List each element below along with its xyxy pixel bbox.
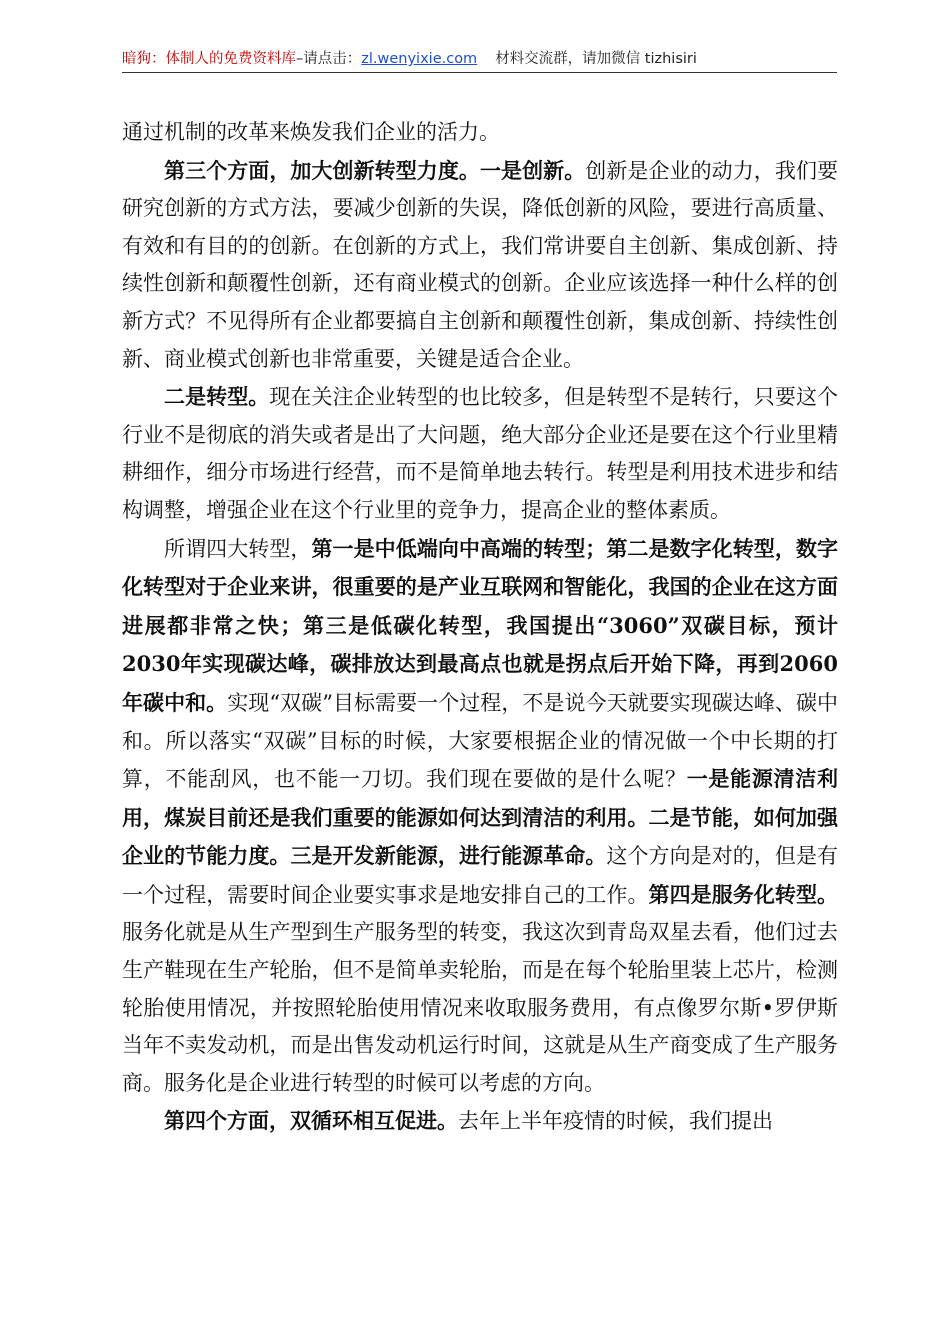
- paragraph-4-text-4: 服务化就是从生产型到生产服务型的转变，我这次到青岛双星去看，他们过去生产鞋现在生产轮胎，但不是简单卖轮胎，而是在每个轮胎里装上芯片，检测轮胎使用情况，并按照轮胎使用情况来收取服务费用，有点像罗尔斯•罗伊斯当年不卖发动机，而是出售发动机运行时间，这就是从生产商变成了生产服务商。服务化是企业进行转型的时候可以考虑的方向。: [122, 920, 838, 1095]
- paragraph-4-text-1: 所谓四大转型，: [164, 536, 312, 561]
- header-brand: 暗狗：体制人的免费资料库: [122, 51, 296, 67]
- paragraph-4-bold-1: 第一是中低端向中高端的转型；第二是数字化转型，数字化转型对于企业来讲，很重要的是产业互联网和智能化，我国的企业在这方面进展都非常之快；第三是低碳化转型，我国提出“3060”双碳目标，预计2030年实现碳达峰，碳排放达到最高点也就是拐点后开始下降，再到2060年碳中和。: [122, 535, 838, 715]
- page-header: [122, 46, 837, 73]
- header-click-prompt: –请点击：: [296, 51, 362, 67]
- paragraph-3-heading: 二是转型。: [164, 384, 270, 410]
- paragraph-5: [122, 1102, 838, 1141]
- document-body: [122, 114, 838, 1141]
- paragraph-4-bold-2: 一是能源清洁利用，煤炭目前还是我们重要的能源如何达到清洁的利用。二是节能，如何加强企业的节能力度。三是开发新能源，进行能源革命。: [122, 766, 838, 869]
- paragraph-2-heading: 第三个方面，加大创新转型力度。一是创新。: [164, 157, 586, 183]
- paragraph-1: [122, 114, 838, 152]
- paragraph-3: [122, 378, 838, 529]
- paragraph-4-text-2: 实现“双碳”目标需要一个过程，不是说今天就要实现碳达峰、碳中和。所以落实“双碳”目标的时候，大家要根据企业的情况做一个中长期的打算，不能刮风，也不能一刀切。我们现在要做的是什么呢？: [122, 690, 838, 792]
- paragraph-3-text: 现在关注企业转型的也比较多，但是转型不是转行，只要这个行业不是彻底的消失或者是出了大问题，绝大部分企业还是要在这个行业里精耕细作，细分市场进行经营，而不是简单地去转行。转型是利用技术进步和结构调整，增强企业在这个行业里的竞争力，提高企业的整体素质。: [122, 385, 839, 522]
- paragraph-1-text: 通过机制的改革来焕发我们企业的活力。: [122, 120, 500, 144]
- header-url-link[interactable]: zl.wenyixie.com: [361, 51, 478, 67]
- paragraph-2: [122, 152, 838, 379]
- paragraph-4: [122, 530, 838, 1103]
- paragraph-4-bold-3: 第四是服务化转型。: [648, 881, 838, 907]
- paragraph-5-heading: 第四个方面，双循环相互促进。: [164, 1108, 458, 1134]
- header-group-note: 材料交流群，请加微信 tizhisiri: [495, 51, 697, 67]
- paragraph-2-text: 创新是企业的动力，我们要研究创新的方式方法，要减少创新的失误，降低创新的风险，要进行高质量、有效和有目的的创新。在创新的方式上，我们常讲要自主创新、集成创新、持续性创新和颠覆性创新，还有商业模式的创新。企业应该选择一种什么样的创新方式？不见得所有企业都要搞自主创新和颠覆性创新，集成创新、持续性创新、商业模式创新也非常重要，关键是适合企业。: [122, 158, 839, 371]
- paragraph-5-text: 去年上半年疫情的时候，我们提出: [458, 1109, 773, 1134]
- paragraph-4-text-3: 这个方向是对的，但是有一个过程，需要时间企业要实事求是地安排自己的工作。: [122, 844, 839, 907]
